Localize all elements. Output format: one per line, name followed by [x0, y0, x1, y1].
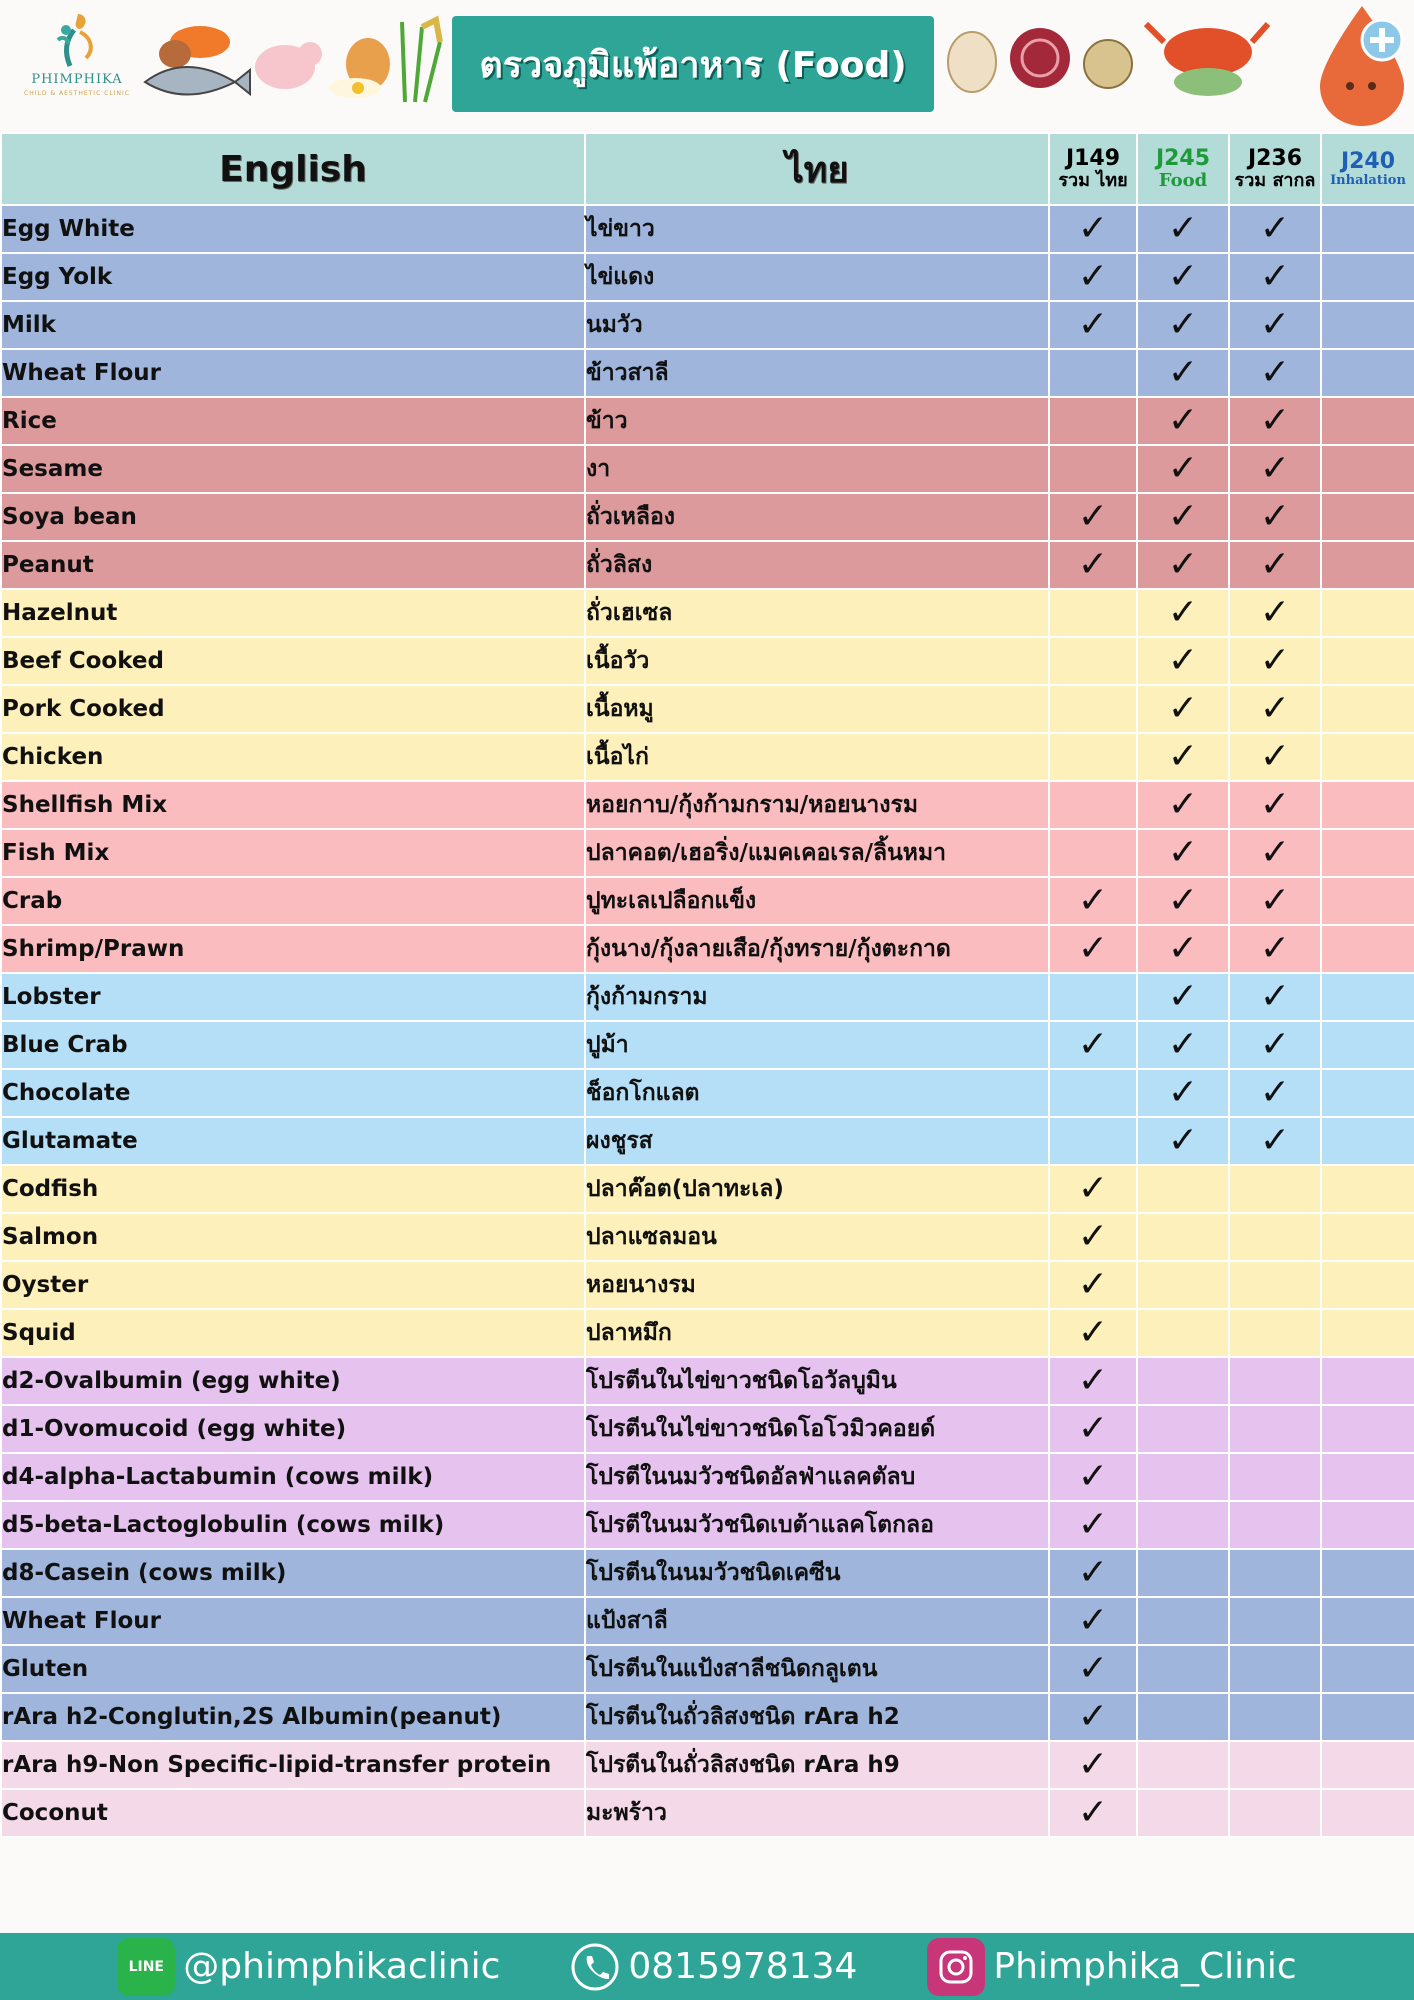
page-title-box — [452, 16, 934, 112]
allergen-thai: เนื้อไก่ — [585, 733, 1049, 781]
allergen-english: rAra h9-Non Specific-lipid-transfer protein — [1, 1741, 585, 1789]
empty-cell — [1137, 1165, 1229, 1213]
check-mark-icon: ✓ — [1137, 541, 1229, 589]
check-mark-icon: ✓ — [1049, 877, 1137, 925]
empty-cell — [1321, 877, 1414, 925]
clinic-logo — [18, 6, 136, 106]
check-mark-icon: ✓ — [1049, 1789, 1137, 1837]
allergen-thai: ข้าว — [585, 397, 1049, 445]
code-subtitle: รวม สากล — [1234, 170, 1316, 192]
food-illustrations-icon — [140, 12, 450, 107]
allergen-thai: โปรตีนในแป้งสาลีชนิดกลูเตน — [585, 1645, 1049, 1693]
instagram-glyph-icon — [936, 1947, 976, 1987]
allergen-thai: ข้าวสาลี — [585, 349, 1049, 397]
allergen-english: Egg Yolk — [1, 253, 585, 301]
table-row — [1, 1357, 1414, 1405]
check-mark-icon: ✓ — [1137, 685, 1229, 733]
check-mark-icon: ✓ — [1049, 1501, 1137, 1549]
empty-cell — [1229, 1165, 1321, 1213]
check-mark-icon: ✓ — [1049, 1741, 1137, 1789]
check-mark-icon: ✓ — [1229, 1069, 1321, 1117]
empty-cell — [1321, 253, 1414, 301]
empty-cell — [1321, 781, 1414, 829]
allergen-english: Hazelnut — [1, 589, 585, 637]
allergen-thai: ช็อกโกแลต — [585, 1069, 1049, 1117]
column-header-thai: ไทย — [585, 133, 1049, 205]
check-mark-icon: ✓ — [1229, 445, 1321, 493]
empty-cell — [1321, 1069, 1414, 1117]
empty-cell — [1321, 1405, 1414, 1453]
empty-cell — [1049, 445, 1137, 493]
check-mark-icon: ✓ — [1229, 685, 1321, 733]
allergen-english: Wheat Flour — [1, 1597, 585, 1645]
check-mark-icon: ✓ — [1049, 1165, 1137, 1213]
allergen-thai: แป้งสาลี — [585, 1597, 1049, 1645]
allergen-english: d5-beta-Lactoglobulin (cows milk) — [1, 1501, 585, 1549]
table-row — [1, 829, 1414, 877]
empty-cell — [1321, 1693, 1414, 1741]
table-row — [1, 637, 1414, 685]
allergen-thai: ถั่วเหลือง — [585, 493, 1049, 541]
empty-cell — [1229, 1741, 1321, 1789]
check-mark-icon: ✓ — [1137, 493, 1229, 541]
allergen-english: d8-Casein (cows milk) — [1, 1549, 585, 1597]
empty-cell — [1321, 1165, 1414, 1213]
phone-icon — [570, 1942, 620, 1992]
empty-cell — [1321, 1453, 1414, 1501]
allergen-thai: โปรตีนในถั่วลิสงชนิด rAra h2 — [585, 1693, 1049, 1741]
table-row — [1, 301, 1414, 349]
table-body — [1, 205, 1414, 1837]
table-row — [1, 1453, 1414, 1501]
allergen-english: Oyster — [1, 1261, 585, 1309]
empty-cell — [1321, 301, 1414, 349]
check-mark-icon: ✓ — [1137, 445, 1229, 493]
table-row — [1, 1213, 1414, 1261]
code-number: J240 — [1340, 148, 1396, 174]
table-row — [1, 1117, 1414, 1165]
empty-cell — [1229, 1453, 1321, 1501]
allergen-english: Soya bean — [1, 493, 585, 541]
empty-cell — [1137, 1693, 1229, 1741]
allergen-english: Coconut — [1, 1789, 585, 1837]
header — [0, 0, 1414, 130]
allergen-thai: โปรตีในนมวัวชนิดอัลฟ่าแลคตัลบ — [585, 1453, 1049, 1501]
allergen-thai: หอยกาบ/กุ้งก้ามกราม/หอยนางรม — [585, 781, 1049, 829]
allergen-thai: ผงชูรส — [585, 1117, 1049, 1165]
empty-cell — [1137, 1597, 1229, 1645]
check-mark-icon: ✓ — [1137, 829, 1229, 877]
allergen-english: d1-Ovomucoid (egg white) — [1, 1405, 585, 1453]
check-mark-icon: ✓ — [1137, 301, 1229, 349]
empty-cell — [1321, 1117, 1414, 1165]
table-row — [1, 445, 1414, 493]
table-row — [1, 925, 1414, 973]
table-row — [1, 253, 1414, 301]
empty-cell — [1321, 589, 1414, 637]
check-mark-icon: ✓ — [1137, 205, 1229, 253]
code-subtitle: Inhalation — [1330, 173, 1406, 189]
column-header-code — [1137, 133, 1229, 205]
allergen-thai: ปลาหมึก — [585, 1309, 1049, 1357]
empty-cell — [1137, 1453, 1229, 1501]
empty-cell — [1321, 1021, 1414, 1069]
empty-cell — [1049, 1117, 1137, 1165]
empty-cell — [1229, 1501, 1321, 1549]
allergen-english: d2-Ovalbumin (egg white) — [1, 1357, 585, 1405]
table-row — [1, 733, 1414, 781]
table-row — [1, 1501, 1414, 1549]
empty-cell — [1049, 349, 1137, 397]
check-mark-icon: ✓ — [1137, 1021, 1229, 1069]
footer-phone[interactable] — [570, 1942, 857, 1992]
table-row — [1, 1405, 1414, 1453]
empty-cell — [1049, 973, 1137, 1021]
empty-cell — [1229, 1213, 1321, 1261]
check-mark-icon: ✓ — [1229, 973, 1321, 1021]
allergen-english: Chocolate — [1, 1069, 585, 1117]
code-subtitle: Food — [1158, 170, 1208, 192]
check-mark-icon: ✓ — [1137, 253, 1229, 301]
table-row — [1, 973, 1414, 1021]
logo-subtext: CHILD & AESTHETIC CLINIC — [24, 90, 130, 97]
instagram-icon — [927, 1938, 985, 1996]
check-mark-icon: ✓ — [1049, 205, 1137, 253]
table-row — [1, 1693, 1414, 1741]
check-mark-icon: ✓ — [1137, 781, 1229, 829]
allergen-english: Blue Crab — [1, 1021, 585, 1069]
empty-cell — [1137, 1789, 1229, 1837]
table-row — [1, 493, 1414, 541]
check-mark-icon: ✓ — [1049, 1357, 1137, 1405]
empty-cell — [1049, 1069, 1137, 1117]
empty-cell — [1137, 1357, 1229, 1405]
empty-cell — [1321, 445, 1414, 493]
allergen-thai: ถั่วเฮเซล — [585, 589, 1049, 637]
check-mark-icon: ✓ — [1229, 253, 1321, 301]
check-mark-icon: ✓ — [1229, 1021, 1321, 1069]
check-mark-icon: ✓ — [1049, 493, 1137, 541]
empty-cell — [1229, 1693, 1321, 1741]
allergen-english: Salmon — [1, 1213, 585, 1261]
check-mark-icon: ✓ — [1229, 637, 1321, 685]
empty-cell — [1229, 1357, 1321, 1405]
allergen-thai: ปลาแซลมอน — [585, 1213, 1049, 1261]
empty-cell — [1229, 1597, 1321, 1645]
table-row — [1, 781, 1414, 829]
allergen-english: Pork Cooked — [1, 685, 585, 733]
allergen-thai: ปูทะเลเปลือกแข็ง — [585, 877, 1049, 925]
empty-cell — [1049, 733, 1137, 781]
allergen-thai: ถั่วลิสง — [585, 541, 1049, 589]
allergen-thai: กุ้งนาง/กุ้งลายเสือ/กุ้งทราย/กุ้งตะกาด — [585, 925, 1049, 973]
empty-cell — [1137, 1645, 1229, 1693]
check-mark-icon: ✓ — [1229, 589, 1321, 637]
check-mark-icon: ✓ — [1137, 925, 1229, 973]
check-mark-icon: ✓ — [1229, 493, 1321, 541]
empty-cell — [1321, 205, 1414, 253]
empty-cell — [1321, 1645, 1414, 1693]
blood-drop-icon — [1310, 2, 1414, 128]
check-mark-icon: ✓ — [1229, 925, 1321, 973]
check-mark-icon: ✓ — [1137, 637, 1229, 685]
check-mark-icon: ✓ — [1137, 397, 1229, 445]
phone-number: 0815978134 — [628, 1946, 858, 1987]
allergen-english: Chicken — [1, 733, 585, 781]
empty-cell — [1049, 829, 1137, 877]
allergen-english: Lobster — [1, 973, 585, 1021]
check-mark-icon: ✓ — [1137, 973, 1229, 1021]
empty-cell — [1049, 781, 1137, 829]
allergen-english: Shrimp/Prawn — [1, 925, 585, 973]
empty-cell — [1321, 1357, 1414, 1405]
footer-instagram[interactable] — [927, 1938, 1296, 1996]
allergen-english: Squid — [1, 1309, 585, 1357]
check-mark-icon: ✓ — [1229, 877, 1321, 925]
check-mark-icon: ✓ — [1229, 301, 1321, 349]
allergen-thai: โปรตีในนมวัวชนิดเบต้าแลคโตกลอ — [585, 1501, 1049, 1549]
empty-cell — [1321, 1789, 1414, 1837]
table-row — [1, 877, 1414, 925]
empty-cell — [1229, 1549, 1321, 1597]
empty-cell — [1137, 1549, 1229, 1597]
allergen-thai: โปรตีนในไข่ขาวชนิดโอวัลบูมิน — [585, 1357, 1049, 1405]
check-mark-icon: ✓ — [1229, 349, 1321, 397]
empty-cell — [1321, 1501, 1414, 1549]
table-row — [1, 1549, 1414, 1597]
empty-cell — [1321, 1261, 1414, 1309]
allergen-english: Glutamate — [1, 1117, 585, 1165]
logo-brand-text: PHIMPHIKA — [31, 72, 123, 87]
allergy-table — [0, 132, 1414, 1838]
empty-cell — [1137, 1213, 1229, 1261]
instagram-handle: Phimphika_Clinic — [993, 1946, 1297, 1987]
allergen-thai: โปรตีนในนมวัวชนิดเคซีน — [585, 1549, 1049, 1597]
allergen-thai: ปลาคอต/เฮอริ่ง/แมคเคอเรล/ลิ้นหมา — [585, 829, 1049, 877]
table-header-row — [1, 133, 1414, 205]
empty-cell — [1321, 829, 1414, 877]
check-mark-icon: ✓ — [1049, 1693, 1137, 1741]
allergen-english: Beef Cooked — [1, 637, 585, 685]
check-mark-icon: ✓ — [1229, 205, 1321, 253]
allergen-thai: ไข่แดง — [585, 253, 1049, 301]
empty-cell — [1049, 589, 1137, 637]
allergen-english: Shellfish Mix — [1, 781, 585, 829]
table-row — [1, 349, 1414, 397]
check-mark-icon: ✓ — [1049, 1213, 1137, 1261]
check-mark-icon: ✓ — [1137, 1069, 1229, 1117]
table-row — [1, 1645, 1414, 1693]
code-number: J236 — [1247, 146, 1303, 171]
empty-cell — [1049, 637, 1137, 685]
allergen-english: d4-alpha-Lactabumin (cows milk) — [1, 1453, 585, 1501]
empty-cell — [1137, 1741, 1229, 1789]
allergen-english: rAra h2-Conglutin,2S Albumin(peanut) — [1, 1693, 585, 1741]
allergen-english: Gluten — [1, 1645, 585, 1693]
empty-cell — [1321, 637, 1414, 685]
empty-cell — [1229, 1645, 1321, 1693]
empty-cell — [1137, 1405, 1229, 1453]
check-mark-icon: ✓ — [1049, 1261, 1137, 1309]
empty-cell — [1321, 1213, 1414, 1261]
check-mark-icon: ✓ — [1137, 733, 1229, 781]
code-subtitle: รวม ไทย — [1058, 170, 1128, 192]
check-mark-icon: ✓ — [1049, 1549, 1137, 1597]
check-mark-icon: ✓ — [1137, 589, 1229, 637]
empty-cell — [1321, 1597, 1414, 1645]
empty-cell — [1137, 1309, 1229, 1357]
check-mark-icon: ✓ — [1229, 1117, 1321, 1165]
table-row — [1, 397, 1414, 445]
logo-figure-icon — [18, 6, 136, 72]
empty-cell — [1229, 1261, 1321, 1309]
empty-cell — [1321, 925, 1414, 973]
table-row — [1, 1309, 1414, 1357]
table-row — [1, 1741, 1414, 1789]
table-row — [1, 205, 1414, 253]
allergen-english: Wheat Flour — [1, 349, 585, 397]
check-mark-icon: ✓ — [1137, 1117, 1229, 1165]
check-mark-icon: ✓ — [1229, 781, 1321, 829]
column-header-code — [1049, 133, 1137, 205]
allergen-thai: ปลาค๊อต(ปลาทะเล) — [585, 1165, 1049, 1213]
line-handle: @phimphikaclinic — [183, 1946, 501, 1987]
empty-cell — [1229, 1309, 1321, 1357]
allergen-thai: โปรตีนในไข่ขาวชนิดโอโวมิวคอยด์ — [585, 1405, 1049, 1453]
allergen-thai: มะพร้าว — [585, 1789, 1049, 1837]
empty-cell — [1321, 493, 1414, 541]
allergen-english: Fish Mix — [1, 829, 585, 877]
allergen-english: Sesame — [1, 445, 585, 493]
allergen-english: Milk — [1, 301, 585, 349]
check-mark-icon: ✓ — [1137, 877, 1229, 925]
empty-cell — [1321, 397, 1414, 445]
column-header-english: English — [1, 133, 585, 205]
footer-line[interactable] — [117, 1938, 500, 1996]
check-mark-icon: ✓ — [1049, 301, 1137, 349]
empty-cell — [1321, 1309, 1414, 1357]
check-mark-icon: ✓ — [1049, 1405, 1137, 1453]
allergen-thai: หอยนางรม — [585, 1261, 1049, 1309]
footer — [0, 1933, 1414, 2000]
check-mark-icon: ✓ — [1229, 829, 1321, 877]
check-mark-icon: ✓ — [1049, 1021, 1137, 1069]
empty-cell — [1049, 397, 1137, 445]
table-row — [1, 589, 1414, 637]
empty-cell — [1321, 1741, 1414, 1789]
allergen-thai: โปรตีนในถั่วลิสงชนิด rAra h9 — [585, 1741, 1049, 1789]
allergen-thai: เนื้อวัว — [585, 637, 1049, 685]
check-mark-icon: ✓ — [1049, 1453, 1137, 1501]
code-number: J245 — [1155, 146, 1211, 171]
allergen-thai: นมวัว — [585, 301, 1049, 349]
check-mark-icon: ✓ — [1049, 925, 1137, 973]
empty-cell — [1321, 541, 1414, 589]
line-icon-text: LINE — [128, 1958, 164, 1975]
check-mark-icon: ✓ — [1049, 1597, 1137, 1645]
table-row — [1, 1261, 1414, 1309]
table-row — [1, 1597, 1414, 1645]
page-title: ตรวจภูมิแพ้อาหาร (Food) — [479, 44, 907, 86]
empty-cell — [1321, 1549, 1414, 1597]
allergen-thai: เนื้อหมู — [585, 685, 1049, 733]
check-mark-icon: ✓ — [1137, 349, 1229, 397]
empty-cell — [1229, 1789, 1321, 1837]
empty-cell — [1321, 733, 1414, 781]
empty-cell — [1049, 685, 1137, 733]
allergen-english: Codfish — [1, 1165, 585, 1213]
empty-cell — [1137, 1261, 1229, 1309]
allergen-thai: กุ้งก้ามกราม — [585, 973, 1049, 1021]
check-mark-icon: ✓ — [1049, 1309, 1137, 1357]
table-row — [1, 1021, 1414, 1069]
check-mark-icon: ✓ — [1229, 733, 1321, 781]
empty-cell — [1321, 685, 1414, 733]
allergen-english: Egg White — [1, 205, 585, 253]
table-row — [1, 541, 1414, 589]
empty-cell — [1321, 349, 1414, 397]
empty-cell — [1229, 1405, 1321, 1453]
table-row — [1, 1165, 1414, 1213]
check-mark-icon: ✓ — [1049, 541, 1137, 589]
allergen-english: Rice — [1, 397, 585, 445]
empty-cell — [1321, 973, 1414, 1021]
table-row — [1, 1789, 1414, 1837]
check-mark-icon: ✓ — [1229, 541, 1321, 589]
allergen-thai: ไข่ขาว — [585, 205, 1049, 253]
line-icon — [117, 1938, 175, 1996]
column-header-code — [1321, 133, 1414, 205]
check-mark-icon: ✓ — [1229, 397, 1321, 445]
allergen-thai: ปูม้า — [585, 1021, 1049, 1069]
check-mark-icon: ✓ — [1049, 1645, 1137, 1693]
column-header-code — [1229, 133, 1321, 205]
seafood-illustrations-icon — [940, 14, 1270, 104]
empty-cell — [1137, 1501, 1229, 1549]
table-row — [1, 685, 1414, 733]
table-row — [1, 1069, 1414, 1117]
allergen-english: Crab — [1, 877, 585, 925]
allergen-english: Peanut — [1, 541, 585, 589]
allergen-thai: งา — [585, 445, 1049, 493]
code-number: J149 — [1065, 146, 1121, 171]
check-mark-icon: ✓ — [1049, 253, 1137, 301]
